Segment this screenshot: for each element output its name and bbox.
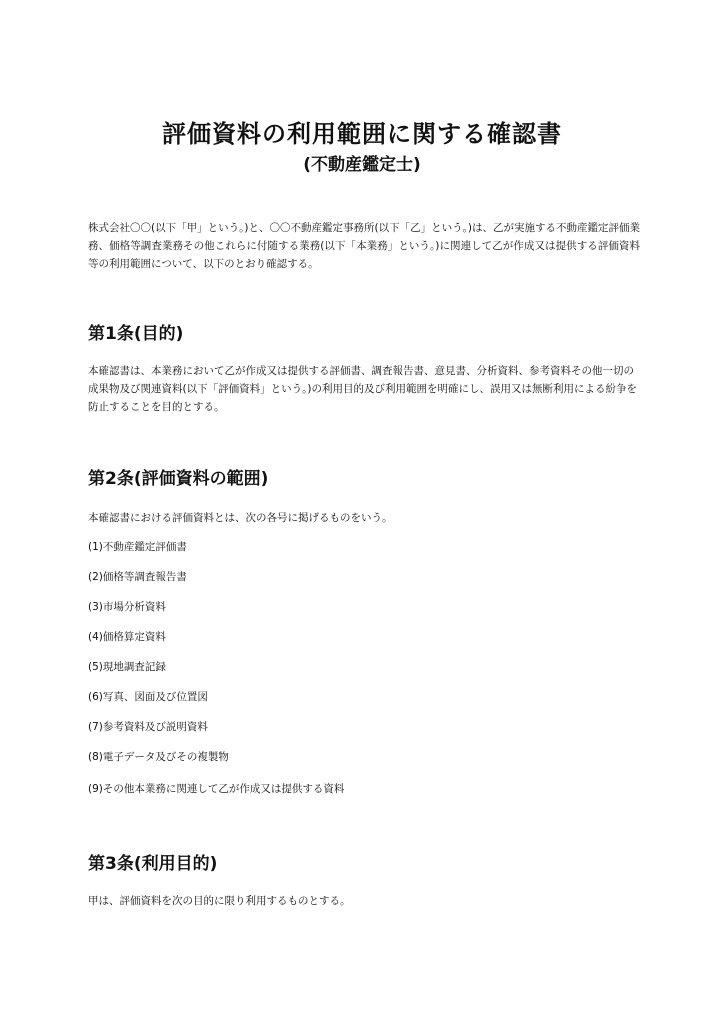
list-item: (8)電子データ及びその複製物	[88, 751, 229, 763]
article-3-heading: 第3条(利用目的)	[88, 854, 218, 874]
document-subtitle: (不動産鑑定士)	[303, 155, 421, 175]
list-item: (6)写真、図面及び位置図	[88, 691, 208, 703]
intro-paragraph: 株式会社〇〇(以下「甲」という。)と、〇〇不動産鑑定事務所(以下「乙」という。)は、乙が実施する不動産鑑定評価業務、価格等調査業務その他これらに付随する業務(以下「本業務」という。)に関連して乙が作成又は提供する評価資料等の利用範囲について、以下のとおり確認する。	[88, 222, 640, 270]
article-2-heading: 第2条(評価資料の範囲)	[88, 469, 269, 489]
article-1-body: 本確認書は、本業務において乙が作成又は提供する評価書、調査報告書、意見書、分析資料、参考資料その他一切の成果物及び関連資料(以下「評価資料」という。)の利用目的及び利用範囲を明確にし、誤用又は無断利用による紛争を防止することを目的とする。	[88, 365, 637, 413]
list-item: (5)現地調査記録	[88, 661, 166, 673]
list-item: (1)不動産鑑定評価書	[88, 541, 187, 553]
list-item: (4)価格算定資料	[88, 631, 166, 643]
document-title: 評価資料の利用範囲に関する確認書	[162, 120, 562, 148]
list-item: (7)参考資料及び説明資料	[88, 721, 208, 733]
article-1-heading: 第1条(目的)	[88, 324, 184, 344]
article-2-body: 本確認書における評価資料とは、次の各号に掲げるものをいう。	[88, 512, 393, 524]
list-item: (3)市場分析資料	[88, 601, 166, 613]
list-item: (9)その他本業務に関連して乙が作成又は提供する資料	[88, 783, 345, 795]
article-3-body: 甲は、評価資料を次の目的に限り利用するものとする。	[88, 895, 351, 907]
list-item: (2)価格等調査報告書	[88, 571, 187, 583]
